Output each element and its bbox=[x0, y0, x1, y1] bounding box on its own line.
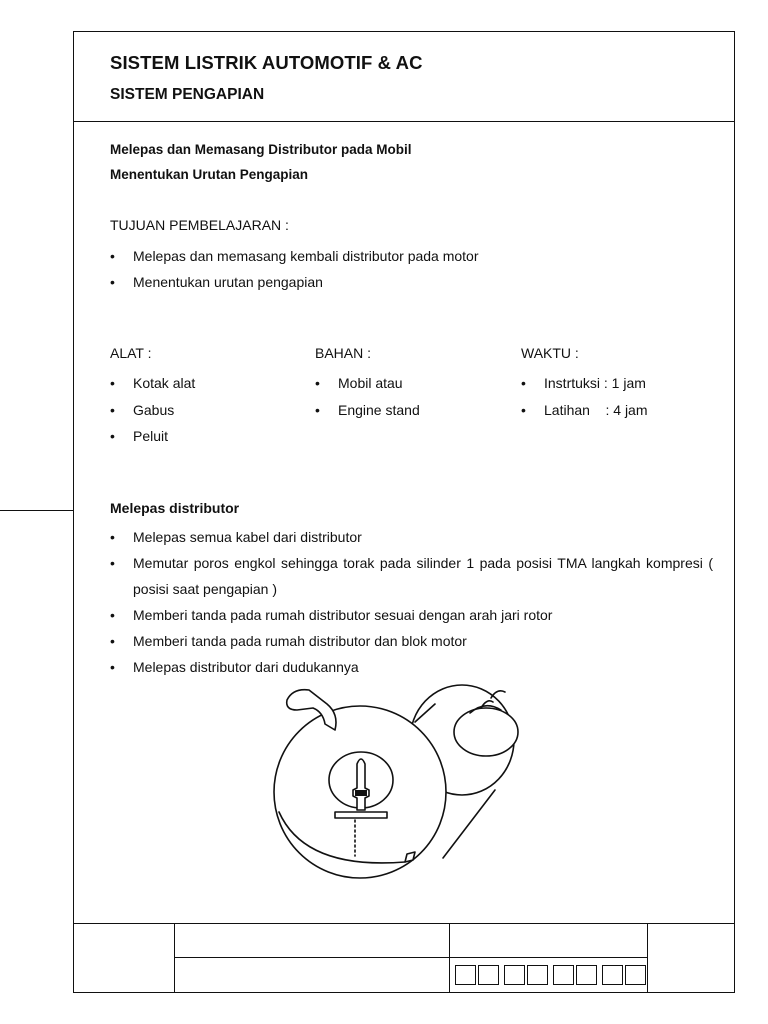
header-divider bbox=[73, 121, 735, 122]
code-box bbox=[602, 965, 623, 985]
list-item: • Gabus bbox=[110, 397, 300, 424]
topic-1: Melepas dan Memasang Distributor pada Mobil bbox=[110, 142, 412, 157]
list-item: • Engine stand bbox=[315, 397, 505, 424]
code-box bbox=[478, 965, 499, 985]
list-item: • Mobil atau bbox=[315, 370, 505, 397]
code-box bbox=[576, 965, 597, 985]
footer-cell bbox=[449, 923, 648, 958]
footer-cell bbox=[73, 923, 175, 993]
footer-cell bbox=[174, 957, 450, 993]
list-item: • Melepas semua kabel dari distributor bbox=[110, 524, 713, 550]
code-box bbox=[455, 965, 476, 985]
waktu-list bbox=[521, 370, 721, 423]
code-box bbox=[625, 965, 646, 985]
list-item: • Memutar poros engkol sehingga torak pada silinder 1 pada posisi TMA langkah kompresi ( posisi saat pengapian ) bbox=[110, 550, 713, 602]
list-item: • Melepas dan memasang kembali distributor pada motor bbox=[110, 243, 710, 269]
list-item: • Kotak alat bbox=[110, 370, 300, 397]
list-item: • Memberi tanda pada rumah distributor sesuai dengan arah jari rotor bbox=[110, 602, 713, 628]
section-heading: Melepas distributor bbox=[110, 500, 240, 516]
steps-list bbox=[110, 524, 713, 680]
tujuan-label: TUJUAN PEMBELAJARAN : bbox=[110, 217, 289, 233]
alat-list bbox=[110, 370, 300, 450]
margin-line bbox=[0, 510, 73, 511]
code-box bbox=[553, 965, 574, 985]
bahan-list bbox=[315, 370, 505, 423]
box-group bbox=[602, 965, 648, 987]
list-item: • Menentukan urutan pengapian bbox=[110, 269, 710, 295]
document-subtitle: SISTEM PENGAPIAN bbox=[110, 86, 265, 103]
document-title: SISTEM LISTRIK AUTOMOTIF & AC bbox=[110, 52, 423, 73]
box-group bbox=[553, 965, 599, 987]
code-boxes bbox=[455, 965, 651, 987]
footer-cell bbox=[174, 923, 450, 958]
alat-label: ALAT : bbox=[110, 345, 152, 361]
box-group bbox=[504, 965, 550, 987]
list-item: • Memberi tanda pada rumah distributor dan blok motor bbox=[110, 628, 713, 654]
list-item: • Melepas distributor dari dudukannya bbox=[110, 654, 713, 680]
waktu-label: WAKTU : bbox=[521, 345, 579, 361]
tujuan-list bbox=[110, 243, 710, 295]
bahan-label: BAHAN : bbox=[315, 345, 372, 361]
distributor-illustration-icon bbox=[265, 680, 535, 880]
list-item: • Instrtuksi : 1 jam bbox=[521, 370, 721, 397]
code-box bbox=[527, 965, 548, 985]
box-group bbox=[455, 965, 501, 987]
topic-2: Menentukan Urutan Pengapian bbox=[110, 167, 309, 182]
list-item: • Latihan : 4 jam bbox=[521, 397, 721, 424]
code-box bbox=[504, 965, 525, 985]
list-item: • Peluit bbox=[110, 423, 300, 450]
